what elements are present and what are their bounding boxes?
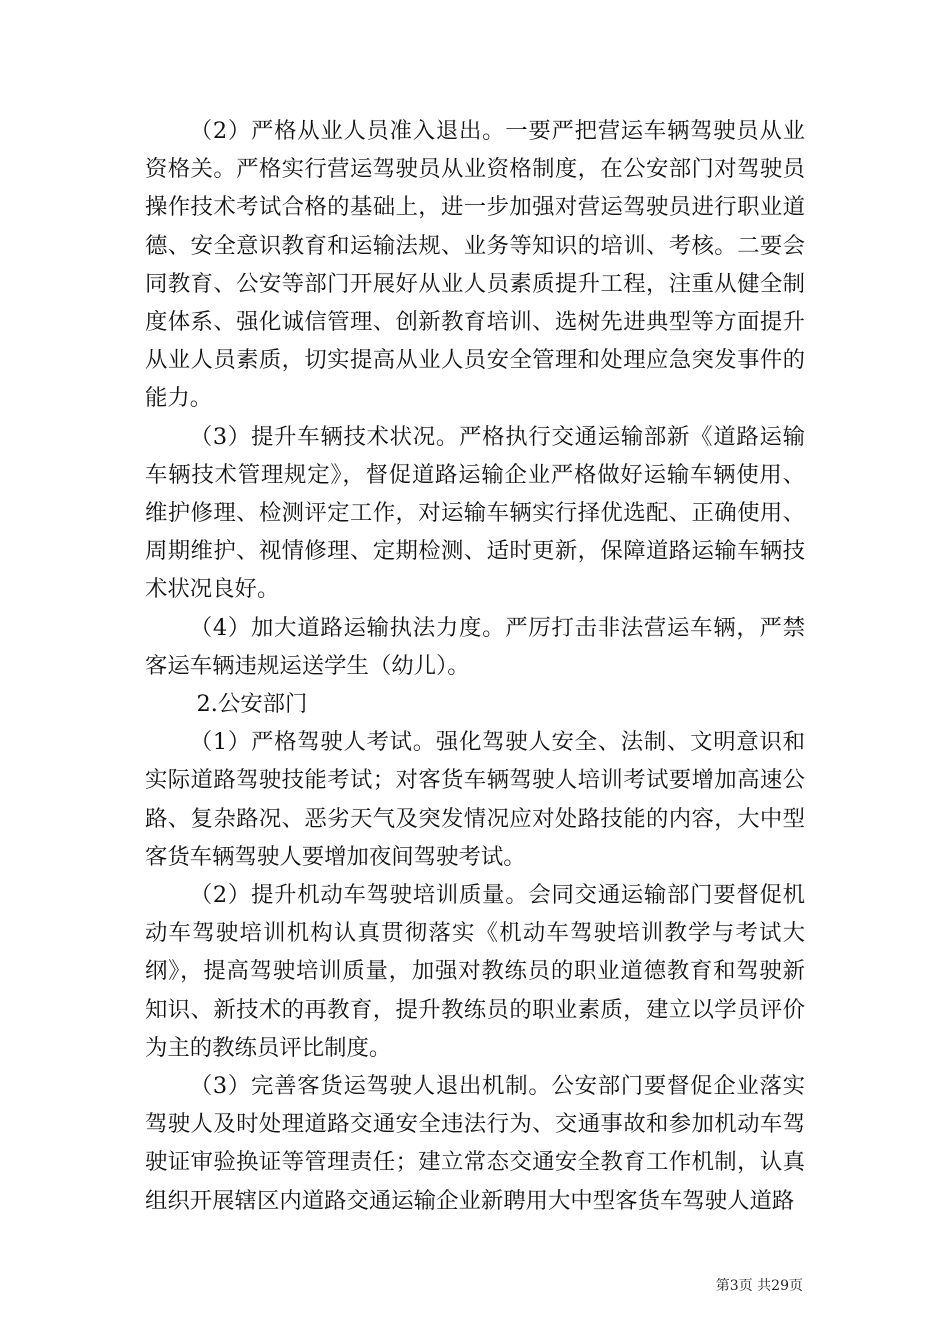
paragraph-enforcement: （4）加大道路运输执法力度。严厉打击非法营运车辆，严禁客运车辆违规运送学生（幼儿）。 — [145, 614, 805, 679]
footer-prefix: 第 — [715, 1278, 730, 1294]
paragraph-driver-exam: （1）严格驾驶人考试。强化驾驶人安全、法制、文明意识和实际道路驾驶技能考试；对客货车辆驾驶人培训考试要增加高速公路、复杂路况、恶劣天气及突发情况应对处路技能的内容，大中型客货车辆驾驶人要增加夜间驾驶考试。 — [145, 729, 805, 870]
paragraph-vehicle-condition: （3）提升车辆技术状况。严格执行交通运输部新《道路运输车辆技术管理规定》，督促道路运输企业严格做好运输车辆使用、维护修理、检测评定工作，对运输车辆实行择优选配、正确使用、周期维护、视情修理、定期检测、适时更新，保障道路运输车辆技术状况良好。 — [145, 423, 805, 603]
paragraph-driver-exit: （3）完善客货运驾驶人退出机制。公安部门要督促企业落实驾驶人及时处理道路交通安全违法行为、交通事故和参加机动车驾驶证审验换证等管理责任；建立常态交通安全教育工作机制，认真组织开展辖区内道路交通运输企业新聘用大中型客货车驾驶人道路 — [145, 1073, 805, 1214]
footer-current-page: 3 — [729, 1278, 739, 1294]
footer-suffix: 页 — [789, 1278, 803, 1294]
page-footer — [716, 1275, 803, 1295]
paragraph-practitioner-access: （2）严格从业人员准入退出。一要严把营运车辆驾驶员从业资格关。严格实行营运驾驶员从业资格制度，在公安部门对驾驶员操作技术考试合格的基础上，进一步加强对营运驾驶员进行职业道德、安全意识教育和运输法规、业务等知识的培训、考核。二要会同教育、公安等部门开展好从业人员素质提升工程，注重从健全制度体系、强化诚信管理、创新教育培训、选树先进典型等方面提升从业人员素质，切实提高从业人员安全管理和处理应急突发事件的能力。 — [145, 118, 805, 412]
footer-total-pages: 29 — [771, 1278, 789, 1294]
footer-middle: 页 共 — [738, 1278, 772, 1294]
paragraph-driver-training: （2）提升机动车驾驶培训质量。会同交通运输部门要督促机动车驾驶培训机构认真贯彻落实《机动车驾驶培训教学与考试大纲》，提高驾驶培训质量，加强对教练员的职业道德教育和驾驶新知识、新技术的再教育，提升教练员的职业素质，建立以学员评价为主的教练员评比制度。 — [145, 882, 805, 1061]
section-heading: 2.公安部门 — [196, 691, 308, 718]
document-body — [145, 112, 805, 1220]
